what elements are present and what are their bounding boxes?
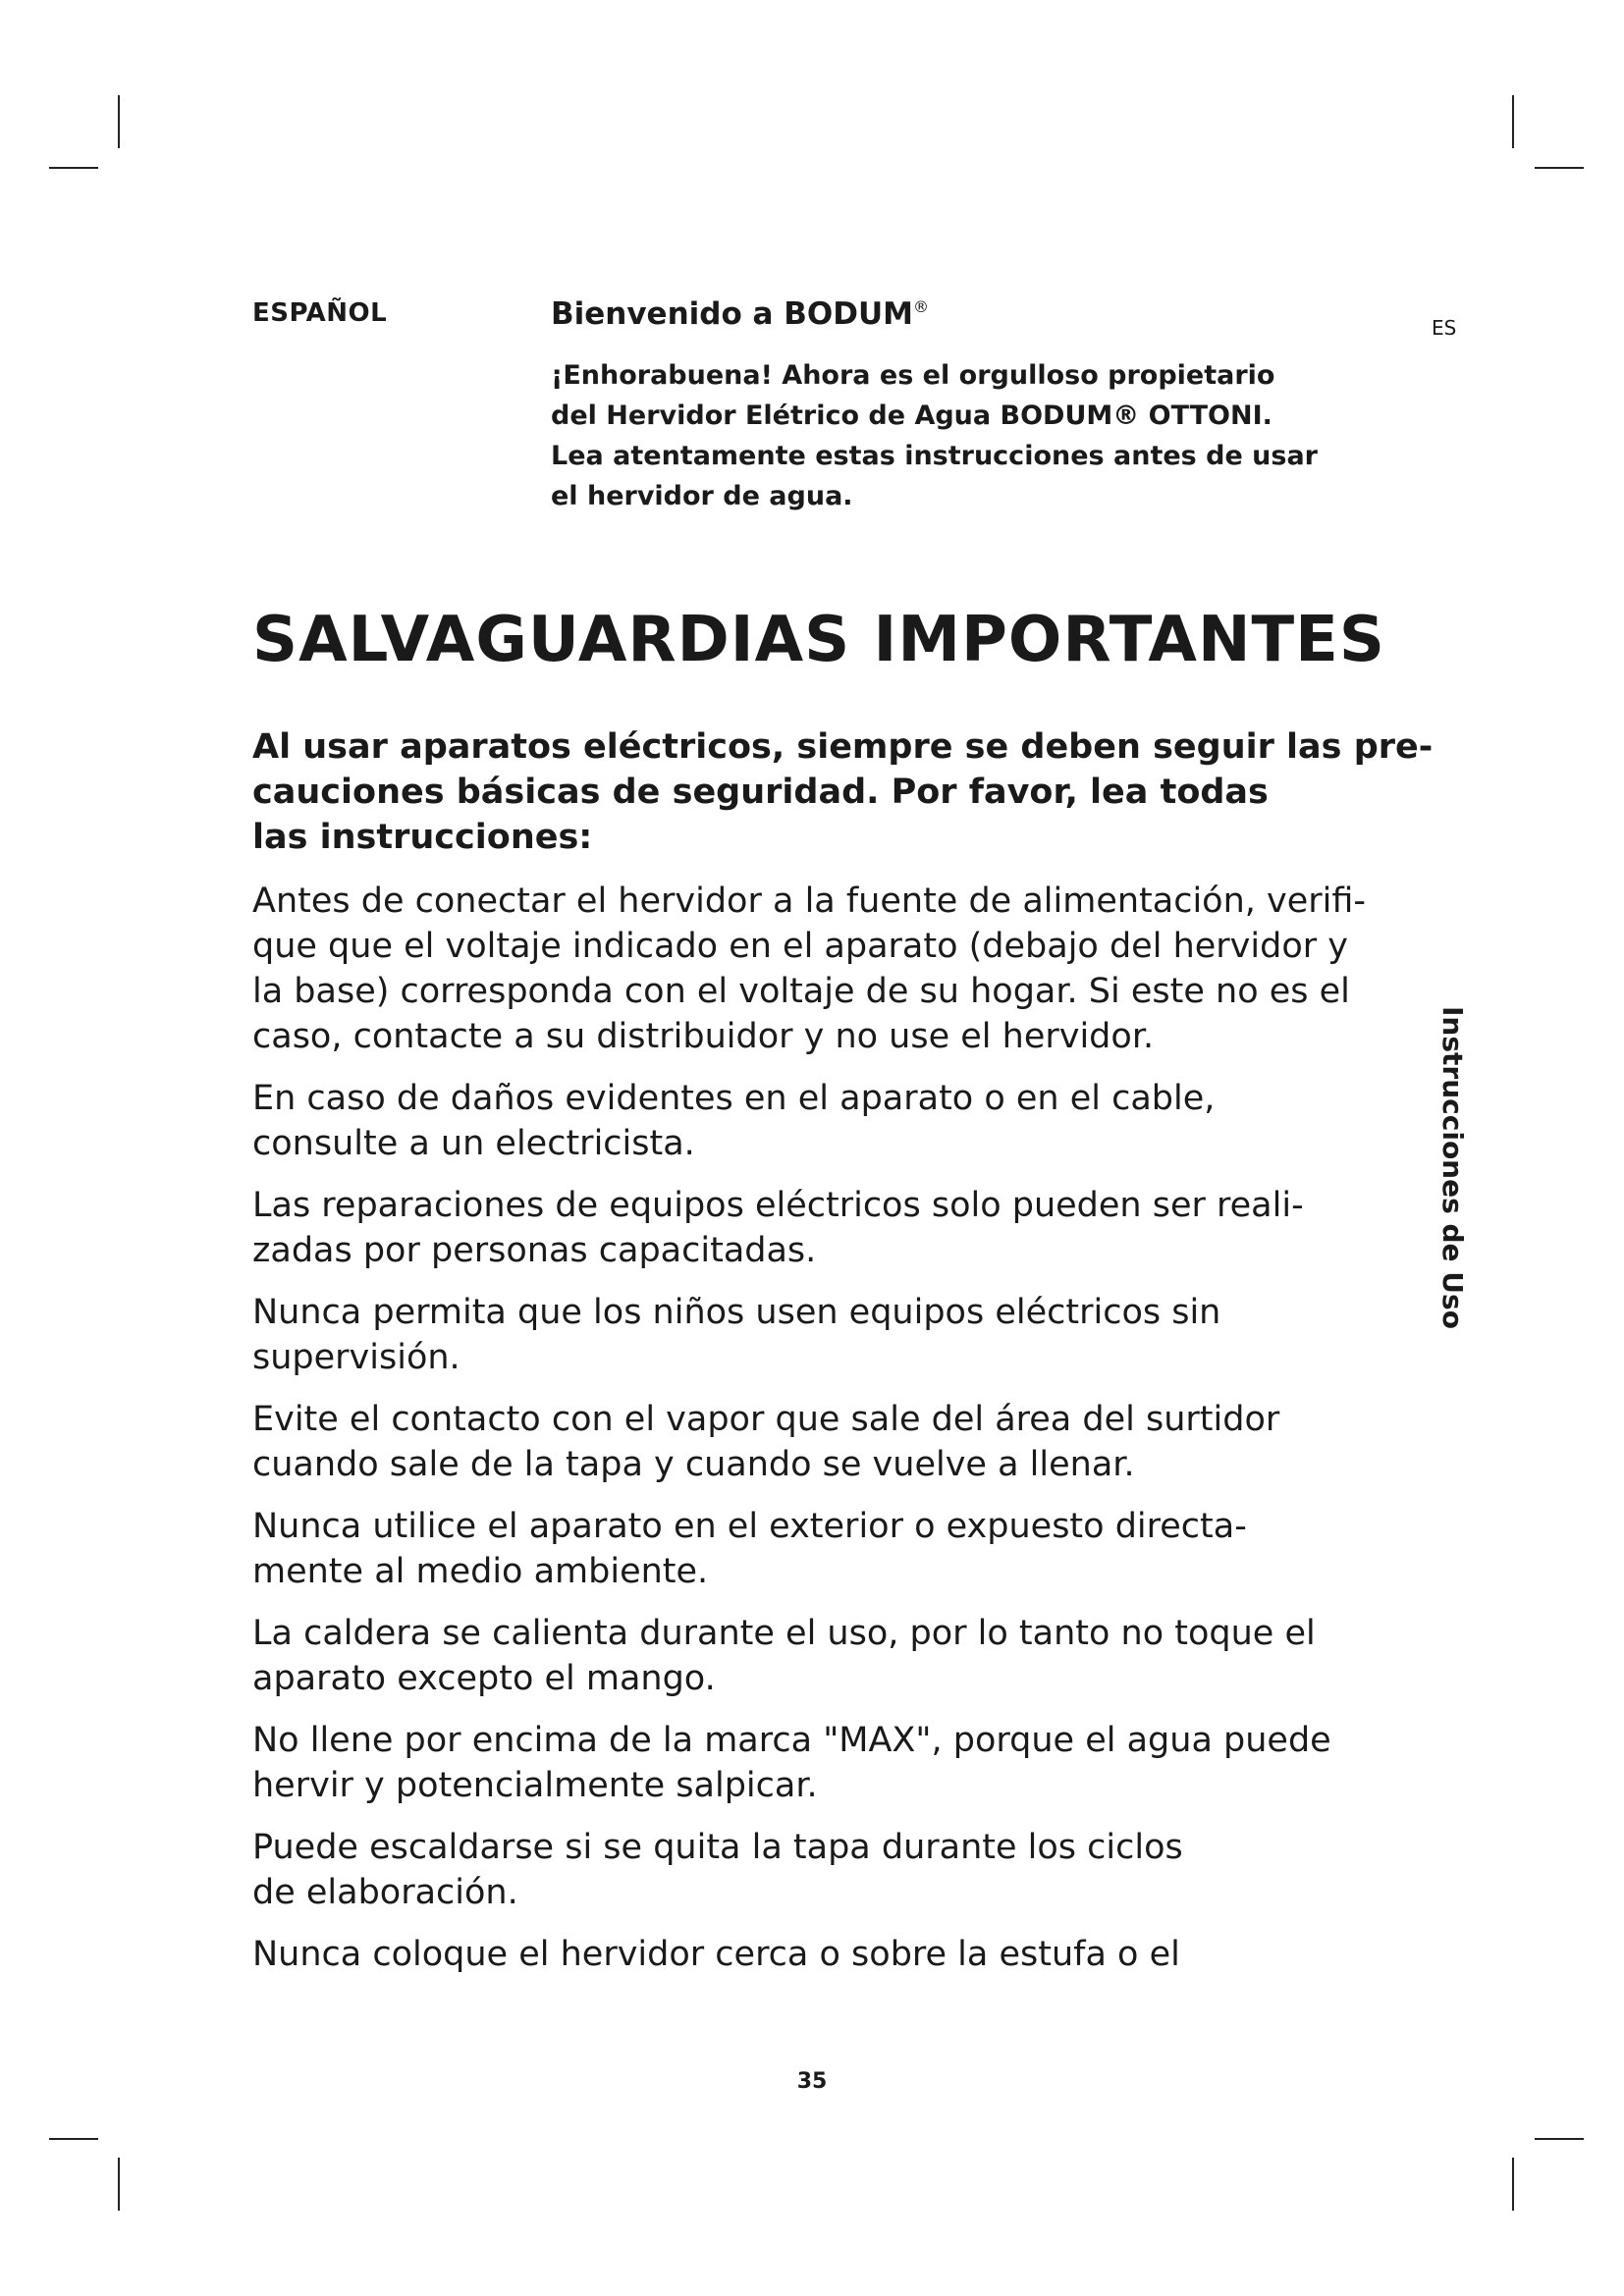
- safeguard-item: [252, 1718, 1411, 1808]
- safeguard-item: [252, 879, 1411, 1059]
- safeguard-line: cuando sale de la tapa y cuando se vuelve a llenar.: [252, 1445, 1135, 1484]
- safeguard-item: [252, 1183, 1411, 1273]
- welcome-line: ¡Enhorabuena! Ahora es el orgulloso propietario: [551, 360, 1275, 391]
- crop-mark-top-right-vertical: [1512, 95, 1514, 148]
- crop-mark-top-left-horizontal: [49, 167, 98, 169]
- welcome-line: [551, 396, 1336, 436]
- safeguard-item: [252, 1825, 1411, 1915]
- safeguard-line: Antes de conectar el hervidor a la fuente de alimentación, verifi-: [252, 881, 1367, 921]
- safeguard-line: Nunca coloque el hervidor cerca o sobre la estufa o el: [252, 1935, 1180, 1974]
- language-label: ESPAÑOL: [252, 298, 388, 328]
- crop-mark-top-left-vertical: [118, 95, 120, 148]
- welcome-line-part: ® OTTONI.: [1112, 400, 1272, 431]
- page-number: 35: [796, 2069, 828, 2094]
- crop-mark-bottom-right-horizontal: [1535, 2138, 1584, 2140]
- language-code: ES: [1432, 316, 1457, 340]
- intro-line: cauciones básicas de seguridad. Por favor, lea todas: [252, 773, 1269, 812]
- registered-mark: ®: [913, 297, 930, 316]
- welcome-line: Lea atentamente estas instrucciones antes de usar: [551, 441, 1318, 471]
- safeguard-line: Evite el contacto con el vapor que sale del área del surtidor: [252, 1400, 1280, 1439]
- welcome-title: [551, 296, 929, 332]
- safeguard-line: caso, contacte a su distribuidor y no use el hervidor.: [252, 1017, 1155, 1056]
- crop-mark-bottom-left-vertical: [118, 2158, 120, 2211]
- safeguard-item: [252, 1290, 1411, 1380]
- safeguard-item: [252, 1397, 1411, 1487]
- welcome-line: el hervidor de agua.: [551, 481, 853, 511]
- safeguard-line: En caso de daños evidentes en el aparato o en el cable,: [252, 1079, 1216, 1118]
- safeguards-list: [252, 879, 1411, 1994]
- crop-mark-top-right-horizontal: [1535, 167, 1584, 169]
- safeguard-line: mente al medio ambiente.: [252, 1552, 709, 1591]
- safeguard-item: [252, 1932, 1411, 1977]
- safeguard-line: Nunca utilice el aparato en el exterior o expuesto directa-: [252, 1507, 1247, 1546]
- crop-mark-bottom-right-vertical: [1512, 2158, 1514, 2211]
- safeguard-line: supervisión.: [252, 1338, 460, 1377]
- safeguard-line: La caldera se calienta durante el uso, por lo tanto no toque el: [252, 1614, 1316, 1653]
- safeguard-item: [252, 1504, 1411, 1594]
- safeguard-line: la base) corresponda con el voltaje de su hogar. Si este no es el: [252, 972, 1350, 1011]
- welcome-line-part: del Hervidor Elétrico de Agua BODUM: [551, 400, 1113, 431]
- safeguard-line: de elaboración.: [252, 1873, 518, 1912]
- intro-line: Al usar aparatos eléctricos, siempre se deben seguir las pre-: [252, 727, 1434, 767]
- page-title: SALVAGUARDIAS IMPORTANTES: [252, 604, 1385, 676]
- safeguard-line: Puede escaldarse si se quita la tapa durante los ciclos: [252, 1828, 1183, 1867]
- welcome-paragraph: [551, 355, 1336, 516]
- safeguard-line: Las reparaciones de equipos eléctricos solo pueden ser reali-: [252, 1186, 1304, 1225]
- safeguard-line: hervir y potencialmente salpicar.: [252, 1766, 818, 1805]
- safeguard-line: zadas por personas capacitadas.: [252, 1231, 817, 1270]
- safeguard-line: aparato excepto el mango.: [252, 1659, 716, 1698]
- safeguard-item: [252, 1611, 1411, 1701]
- safeguard-line: consulte a un electricista.: [252, 1124, 695, 1163]
- safeguard-line: No llene por encima de la marca "MAX", porque el agua puede: [252, 1721, 1331, 1760]
- safeguard-item: [252, 1076, 1411, 1166]
- safeguard-line: que que el voltaje indicado en el aparato (debajo del hervidor y: [252, 927, 1348, 966]
- crop-mark-bottom-left-horizontal: [49, 2138, 98, 2140]
- side-label: Instrucciones de Uso: [1436, 1006, 1469, 1329]
- safeguard-line: Nunca permita que los niños usen equipos eléctricos sin: [252, 1293, 1221, 1332]
- intro-line: las instrucciones:: [252, 818, 593, 857]
- intro-paragraph: [252, 724, 1434, 860]
- welcome-title-text: Bienvenido a BODUM: [551, 296, 914, 332]
